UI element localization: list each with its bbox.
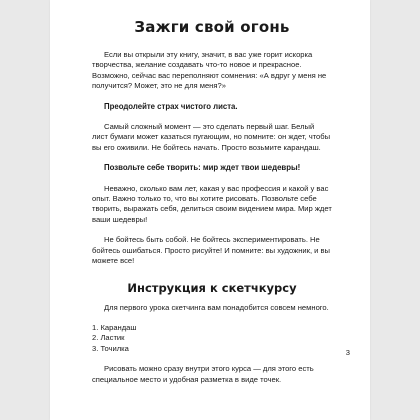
paragraph-be-yourself: Не бойтесь быть собой. Не бойтесь экспериментировать. Не бойтесь ошибаться. Просто рисуйте! И помните: вы художник, и вы можете все! <box>92 235 331 266</box>
supplies-list <box>92 323 332 354</box>
book-page <box>50 0 370 420</box>
paragraph-no-matter: Неважно, сколько вам лет, какая у вас профессия и какой у вас опыт. Важно только то, что вы хотите рисовать. Позвольте себе творить, выражать себя, делиться своим видением мира. Мир ждет ваши шедевры! <box>92 183 332 224</box>
heading-fear: Преодолейте страх чистого листа. <box>104 101 238 111</box>
paragraph-supplies: Для первого урока скетчинга вам понадобится совсем немного. <box>104 302 329 312</box>
paragraph-draw-inside: Рисовать можно сразу внутри этого курса — для этого есть специальное место и удобная разметка в виде точек. <box>92 364 314 384</box>
list-item: 1. Карандаш <box>92 322 137 332</box>
list-item: 2. Ластик <box>92 333 125 343</box>
section-title: Инструкция к скетчкурсу <box>127 280 297 295</box>
paragraph-intro: Если вы открыли эту книгу, значит, в вас уже горит искорка творчества, желание создавать что-то новое и прекрасное. Возможно, сейчас вас переполняют сомнения: «А вдруг у меня не получится? Может, это не для меня?» <box>92 50 327 91</box>
paragraph-first-step: Самый сложный момент — это сделать первый шаг. Белый лист бумаги может казаться пугающим, но помните: он ждет, чтобы вы его оживили. Не бойтесь начать. Просто возьмите карандаш. <box>92 122 331 152</box>
heading-create: Позвольте себе творить: мир ждет твои шедевры! <box>104 163 301 173</box>
page-title: Зажги свой огонь <box>134 18 290 36</box>
page-content <box>92 18 332 395</box>
list-item: 3. Точилка <box>92 343 129 353</box>
page-number: 3 <box>345 348 350 357</box>
